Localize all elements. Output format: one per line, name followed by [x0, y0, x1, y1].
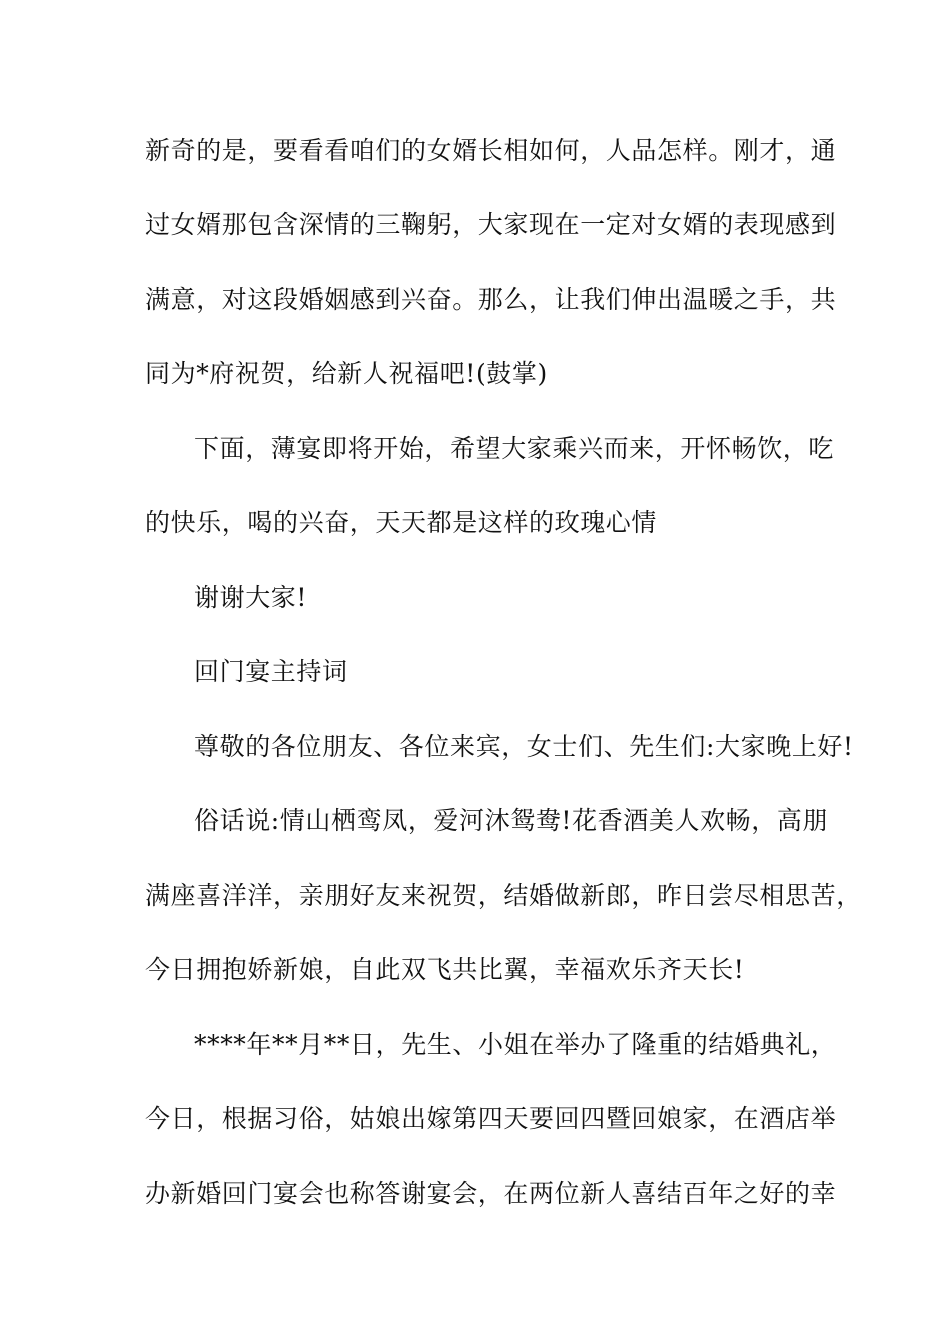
paragraph-line: 同为*府祝贺，给新人祝福吧!(鼓掌): [145, 359, 548, 388]
paragraph-line: 过女婿那包含深情的三鞠躬，大家现在一定对女婿的表现感到: [145, 210, 837, 239]
paragraph-line: ****年**月**日，先生、小姐在举办了隆重的结婚典礼，: [194, 1030, 837, 1059]
paragraph-line: 满意，对这段婚姻感到兴奋。那么，让我们伸出温暖之手，共: [145, 285, 837, 314]
paragraph-line: 今日拥抱娇新娘，自此双飞共比翼，幸福欢乐齐天长!: [145, 955, 745, 984]
paragraph-line: 新奇的是，要看看咱们的女婿长相如何，人品怎样。刚才，通: [145, 136, 837, 165]
paragraph-line: 俗话说:情山栖鸾凤，爱河沐鸳鸯!花香酒美人欢畅，高朋: [194, 806, 829, 835]
paragraph-line: 今日，根据习俗，姑娘出嫁第四天要回四暨回娘家，在酒店举: [145, 1104, 837, 1133]
paragraph-line: 尊敬的各位朋友、各位来宾，女士们、先生们:大家晚上好!: [194, 732, 854, 761]
paragraph-line: 满座喜洋洋，亲朋好友来祝贺，结婚做新郎，昨日尝尽相思苦，: [145, 881, 862, 910]
paragraph-line: 下面，薄宴即将开始，希望大家乘兴而来，开怀畅饮，吃: [194, 434, 835, 463]
paragraph-line: 的快乐，喝的兴奋，天天都是这样的玫瑰心情: [145, 508, 658, 537]
section-heading: 回门宴主持词: [194, 657, 348, 686]
paragraph-line: 办新婚回门宴会也称答谢宴会，在两位新人喜结百年之好的幸: [145, 1179, 837, 1208]
paragraph-line: 谢谢大家!: [194, 583, 308, 612]
